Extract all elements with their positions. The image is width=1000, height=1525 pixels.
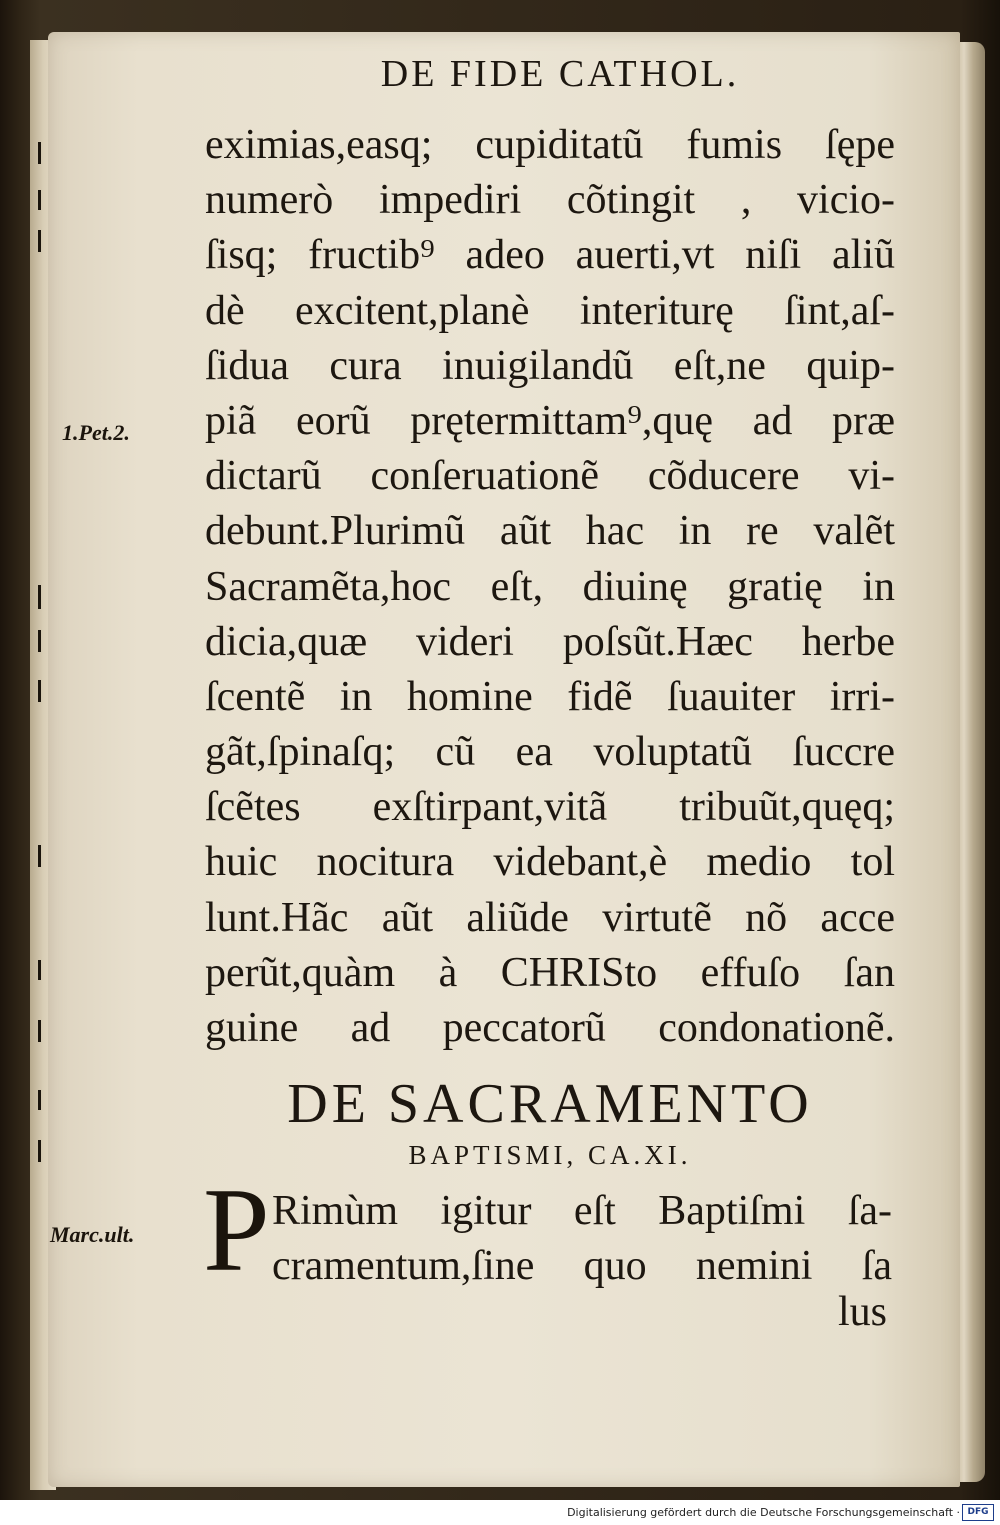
section-subtitle: BAPTISMI, CA.XI.: [408, 1140, 692, 1170]
margin-note-pet: 1.Pet.2.: [62, 420, 130, 445]
text-line: ſcẽtes exſtirpant,vitã tribuũt,quęq;: [205, 784, 895, 831]
text-line: dicia,quæ videri poſsũt.Hæc herbe: [205, 618, 895, 665]
section-title: DE SACRAMENTO: [287, 1073, 813, 1135]
dfg-logo: DFG: [962, 1504, 994, 1521]
text-line: Rimùm igitur eſt Baptiſmi ſa-: [272, 1188, 892, 1234]
text-line: dè excitent,planè interiturę ſint,aſ-: [205, 287, 895, 334]
text-line: Sacramẽta,hoc eſt, diuinę gratię in: [205, 563, 895, 610]
running-header: DE FIDE CATHOL.: [380, 53, 740, 95]
text-line: numerò impediri cõtingit , vicio-: [205, 177, 895, 224]
footer-bar: [0, 1500, 1000, 1525]
chapter-paragraph: [272, 1184, 892, 1294]
margin-note-marc: Marc.ult.: [50, 1222, 135, 1247]
text-line: perũt,quàm à CHRISto effuſo ſan: [205, 949, 895, 996]
text-line: ſidua cura inuigilandũ eſt,ne quip-: [205, 342, 895, 389]
catchword: lus: [838, 1289, 888, 1335]
text-line: piã eorũ prętermittam⁹,quę ad præ: [205, 397, 895, 444]
text-line: guine ad peccatorũ condonationẽ.: [205, 1005, 895, 1051]
text-line: huic nocitura videbant,è medio tol: [205, 839, 895, 886]
margin-ticks: [34, 130, 54, 1180]
text-line: cramentum,ſine quo nemini ſa: [272, 1243, 892, 1290]
text-line: lunt.Hãc aũt aliũde virtutẽ nõ acce: [205, 894, 895, 941]
funding-credit: Digitalisierung gefördert durch die Deutsche Forschungsgemeinschaft ·: [567, 1506, 960, 1519]
text-line: ſisq; fructib⁹ adeo auerti,vt niſi aliũ: [205, 232, 895, 279]
body-paragraph: [205, 118, 895, 1056]
text-line: debunt.Plurimũ aũt hac in re valẽt: [205, 508, 895, 555]
drop-cap: P: [203, 1163, 270, 1296]
text-line: ſcentẽ in homine fidẽ ſuauiter irri-: [205, 673, 895, 720]
text-line: dictarũ conſeruationẽ cõducere vi-: [205, 453, 895, 500]
text-line: eximias,easq; cupiditatũ fumis ſępe: [205, 122, 895, 168]
text-line: gãt,ſpinaſq; cũ ea voluptatũ ſuccre: [205, 729, 895, 776]
